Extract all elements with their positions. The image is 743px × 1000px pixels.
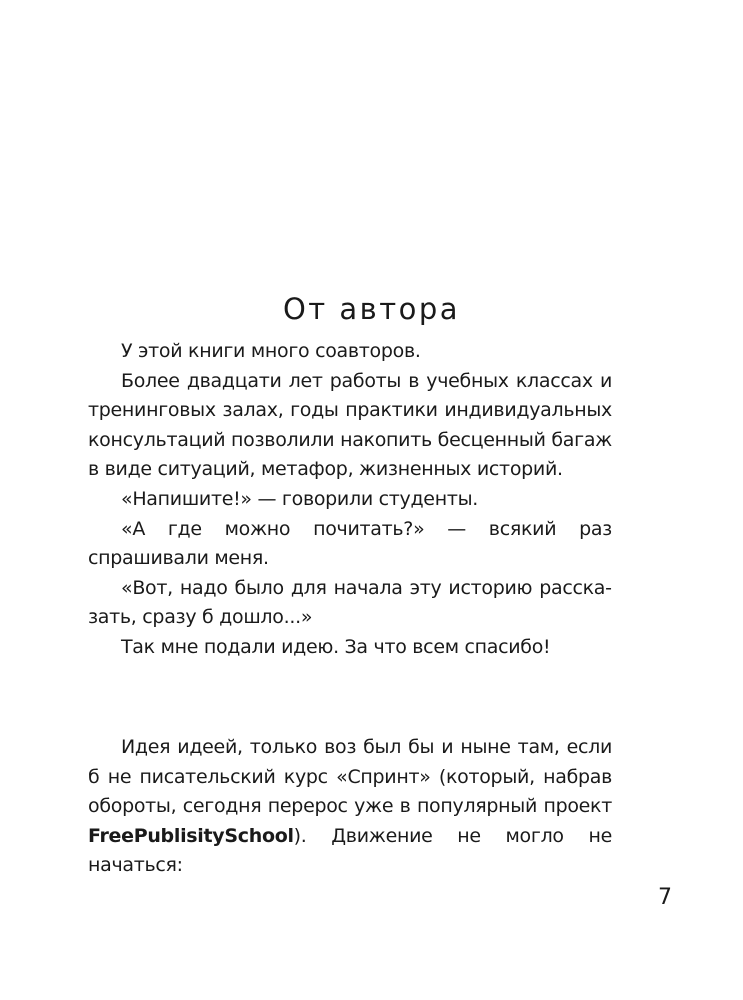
paragraph: Более двадцати лет работы в учебных классах и тренинговых залах, годы практики индивидуальных консультаций позволили накопить бесценный багаж в виде ситуаций, метафор, жизненных историй. [88,369,612,481]
paragraph-text-before: Идея идеей, только воз был бы и ныне там, если б не писательский курс «Спринт» (который, набрав обороты, сегодня перерос уже в популярный проект [88,736,612,818]
paragraph: «Вот, надо было для начала эту историю рассказать, сразу б дошло...» [88,576,612,629]
paragraph: Так мне подали идею. За что всем спасибо! [121,635,551,658]
paragraph: «А где можно почитать?» — всякий раз спрашивали меня. [88,517,612,570]
chapter-title: От автора [282,292,461,327]
paragraph: «Напишите!» — говорили студенты. [121,487,479,510]
paragraph-text-after: ). Движение не могло не начаться: [88,824,612,877]
paragraph-with-project [88,733,612,881]
project-name: FreePublisitySchool [88,824,294,847]
paragraph: У этой книги много соавторов. [121,340,421,362]
text-block-continuation [88,733,612,881]
text-block-intro [88,337,612,663]
page-number: 7 [658,885,672,910]
